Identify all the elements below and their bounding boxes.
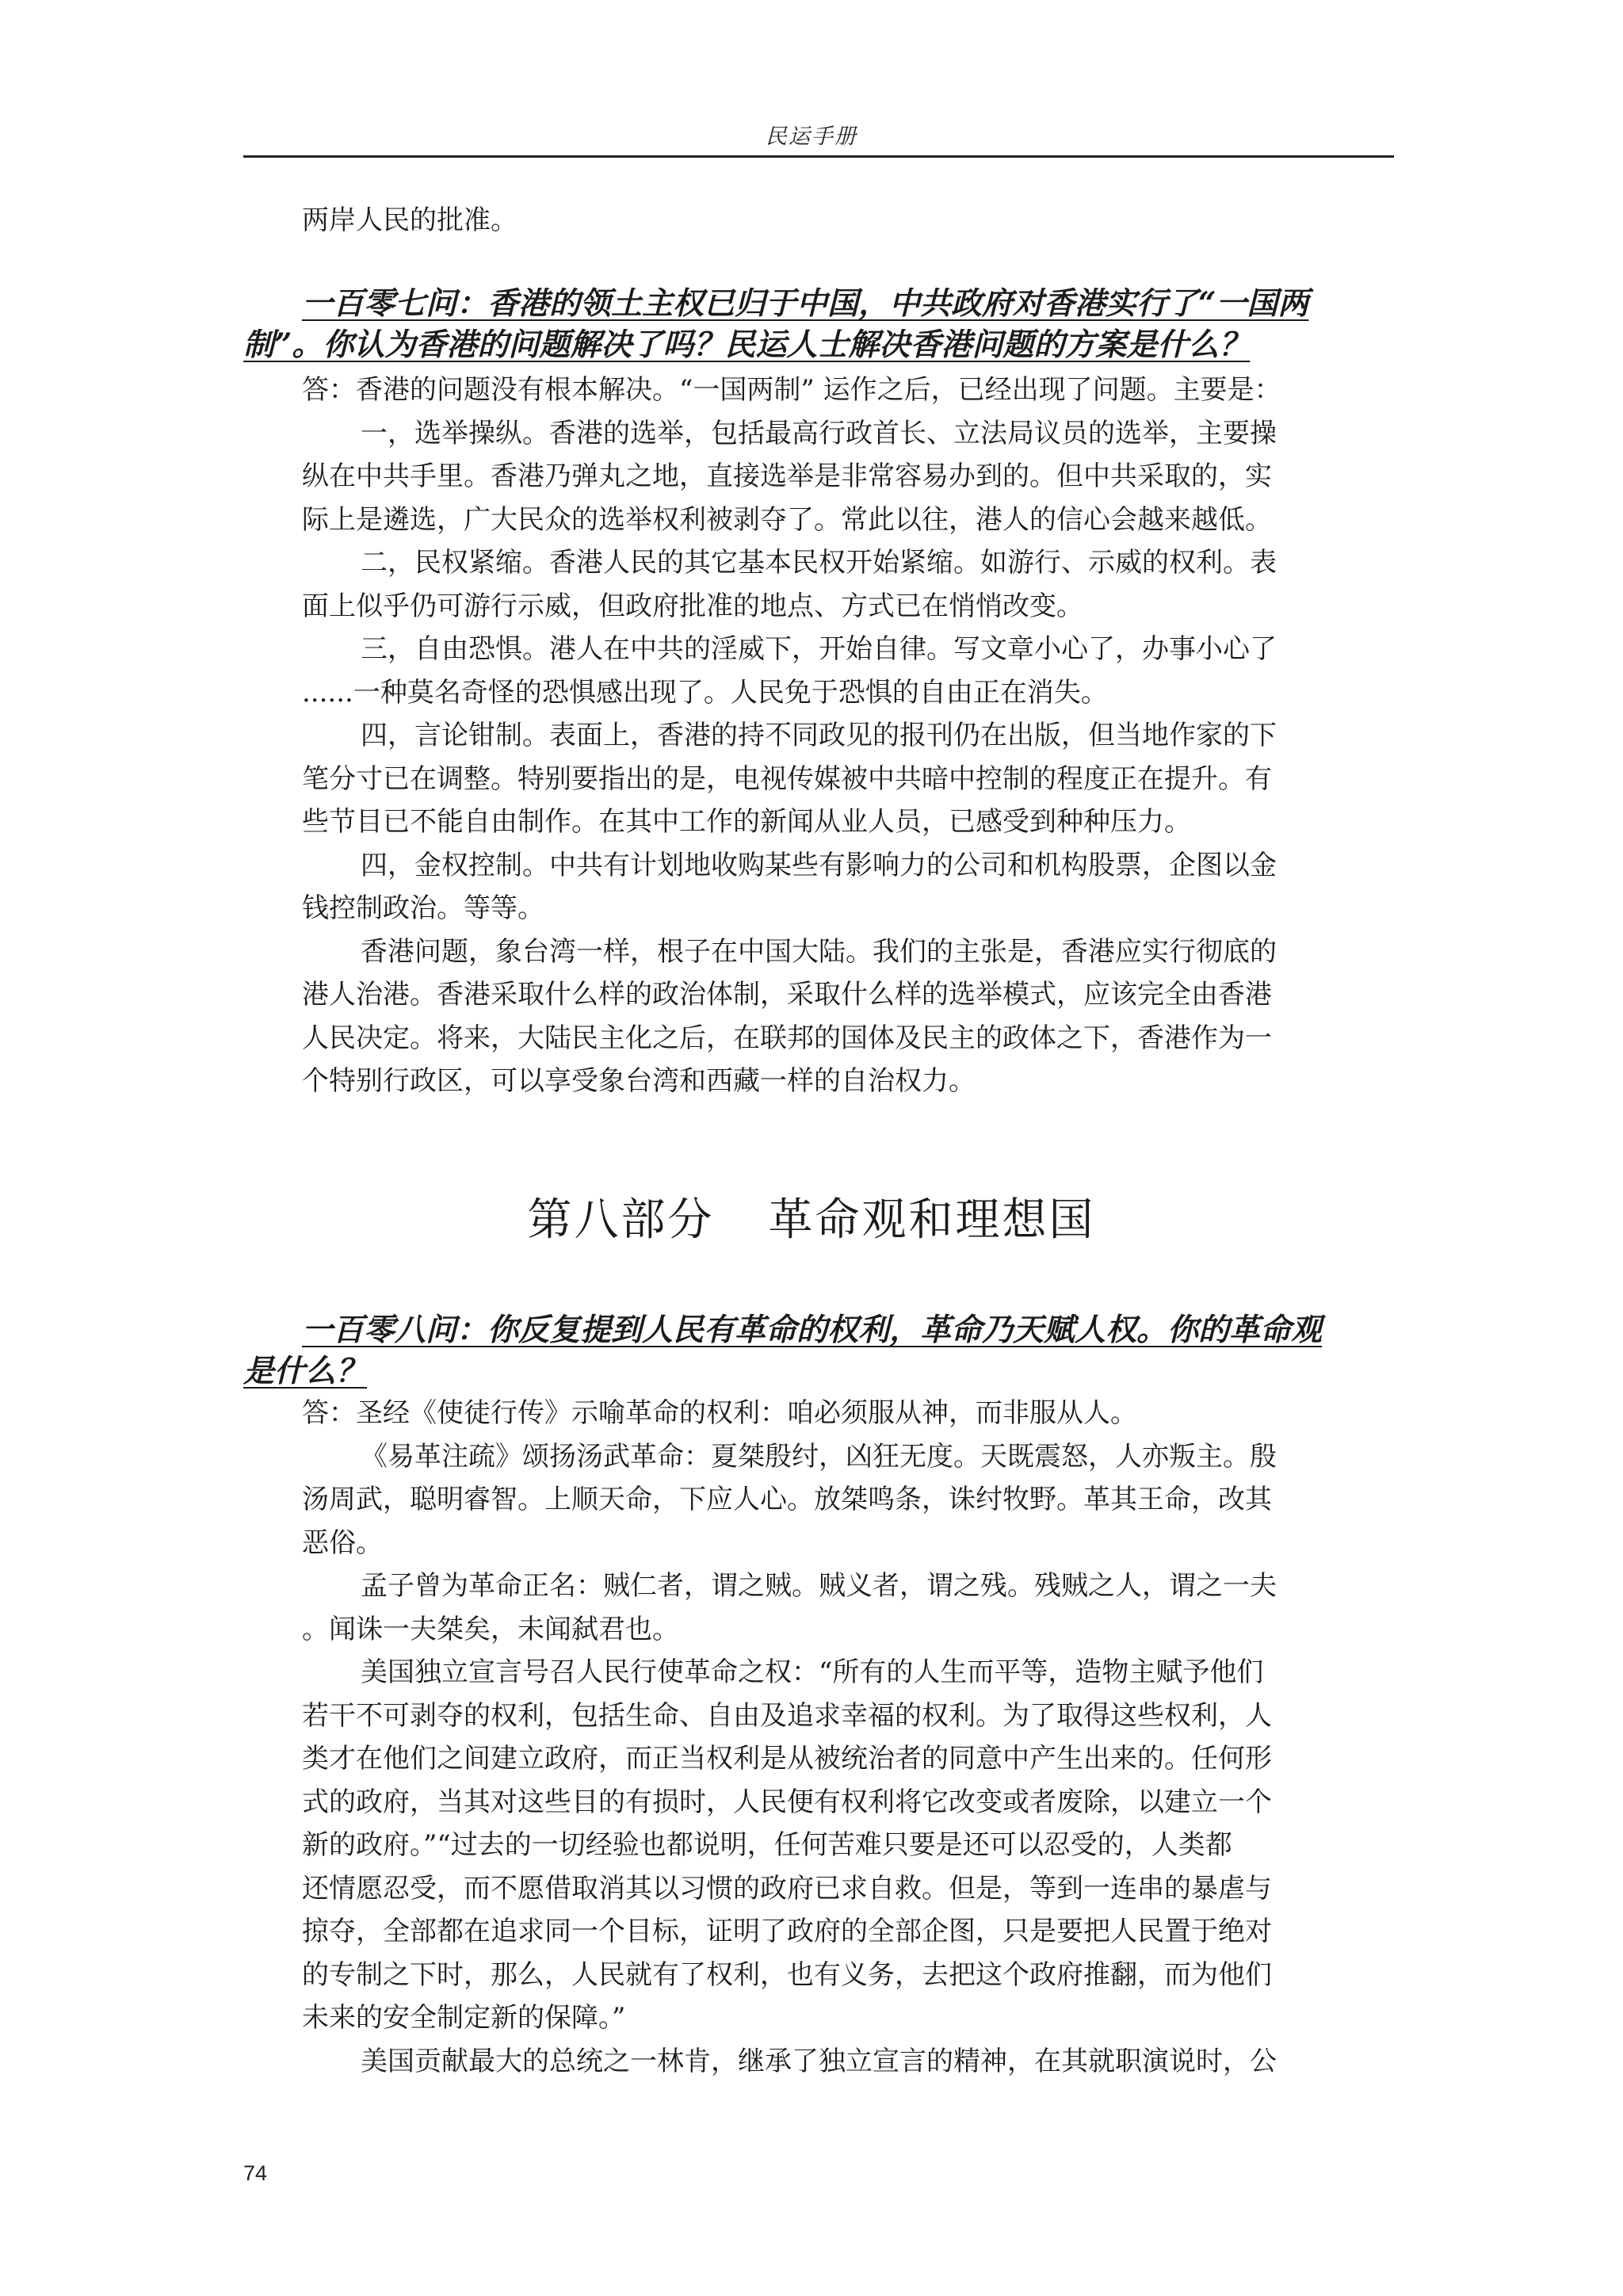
question-line: 是什么？ (243, 1353, 368, 1389)
continuation-text (302, 199, 1356, 243)
answer-line: 答：香港的问题没有根本解决。“一国两制” 运作之后，已经出现了问题。主要是： (302, 374, 1281, 406)
section-title (0, 1185, 1623, 1248)
answer-line: 新的政府。”“过去的一切经验也都说明，任何苦难只要是还可以忍受的，人类都 (302, 1829, 1232, 1861)
answer-line: 答：圣经《使徒行传》示喻革命的权利：咱必须服从神，而非服从人。 (302, 1397, 1137, 1429)
answer-line: 。闻诛一夫桀矣，未闻弑君也。 (302, 1613, 679, 1645)
answer-line: 还情愿忍受，而不愿借取消其以习惯的政府已求自救。但是，等到一连串的暴虐与 (302, 1872, 1272, 1904)
answer-line: 四，金权控制。中共有计划地收购某些有影响力的公司和机构股票，企图以金 (361, 849, 1277, 881)
page-number: 74 (243, 2161, 268, 2185)
answer-line: 钱控制政治。等等。 (302, 892, 544, 924)
answer-line: 类才在他们之间建立政府，而正当权利是从被统治者的同意中产生出来的。任何形 (302, 1743, 1272, 1775)
answer-line: 面上似乎仍可游行示威，但政府批准的地点、方式已在悄悄改变。 (302, 590, 1083, 622)
answer-line: 《易革注疏》颂扬汤武革命：夏桀殷纣，凶狂无度。天既震怒，人亦叛主。殷 (361, 1440, 1277, 1473)
answer-line: 未来的安全制定新的保障。” (302, 2002, 626, 2034)
answer-line: 些节目已不能自由制作。在其中工作的新闻从业人员，已感受到种种压力。 (302, 806, 1191, 838)
answer-line: 纵在中共手里。香港乃弹丸之地，直接选举是非常容易办到的。但中共采取的，实 (302, 460, 1272, 492)
section-name: 革命观和理想国 (768, 1194, 1096, 1246)
question-line: 一百零八问：你反复提到人民有革命的权利，革命乃天赋人权。你的革命观 (302, 1312, 1323, 1348)
answer-line: 汤周武，聪明睿智。上顺天命，下应人心。放桀鸣条，诛纣牧野。革其王命，改其 (302, 1484, 1272, 1515)
question-line: 制”。你认为香港的问题解决了吗？民运人士解决香港问题的方案是什么？ (243, 327, 1251, 363)
answer-108 (302, 1392, 1356, 2083)
answer-line: 人民决定。将来，大陆民主化之后，在联邦的国体及民主的政体之下，香港作为一 (302, 1022, 1272, 1054)
section-part-label: 第八部分 (527, 1194, 715, 1246)
answer-line: 若干不可剥夺的权利，包括生命、自由及追求幸福的权利。为了取得这些权利，人 (302, 1699, 1272, 1732)
answer-line: ......一种莫名奇怪的恐惧感出现了。人民免于恐惧的自由正在消失。 (302, 676, 1108, 709)
answer-line: 恶俗。 (302, 1526, 383, 1559)
question-108 (243, 1309, 1392, 1392)
answer-line: 孟子曾为革命正名：贼仁者，谓之贼。贼义者，谓之残。残贼之人，谓之一夫 (361, 1570, 1277, 1602)
header-divider (243, 155, 1394, 158)
answer-line: 掠夺，全部都在追求同一个目标，证明了政府的全部企图，只是要把人民置于绝对 (302, 1916, 1272, 1947)
answer-line: 美国独立宣言号召人民行使革命之权：“所有的人生而平等，造物主赋予他们 (361, 1656, 1264, 1688)
paragraph-line: 两岸人民的批准。 (302, 204, 517, 236)
running-header: 民运手册 (766, 124, 857, 149)
answer-line: 四，言论钳制。表面上，香港的持不同政见的报刊仍在出版，但当地作家的下 (361, 720, 1277, 751)
answer-line: 的专制之下时，那么，人民就有了权利，也有义务，去把这个政府推翻，而为他们 (302, 1958, 1272, 1991)
answer-line: 美国贡献最大的总统之一林肯，继承了独立宣言的精神，在其就职演说时，公 (361, 2045, 1277, 2077)
answer-line: 式的政府，当其对这些目的有损时，人民便有权利将它改变或者废除，以建立一个 (302, 1786, 1272, 1818)
answer-line: 二，民权紧缩。香港人民的其它基本民权开始紧缩。如游行、示威的权利。表 (361, 547, 1277, 579)
answer-line: 港人治港。香港采取什么样的政治体制，采取什么样的选举模式，应该完全由香港 (302, 979, 1272, 1010)
answer-line: 笔分寸已在调整。特别要指出的是，电视传媒被中共暗中控制的程度正在提升。有 (302, 762, 1272, 795)
question-107 (243, 283, 1392, 365)
answer-line: 个特别行政区，可以享受象台湾和西藏一样的自治权力。 (302, 1065, 976, 1097)
answer-107 (302, 369, 1356, 1103)
question-line: 一百零七问：香港的领土主权已归于中国，中共政府对香港实行了“一国两 (302, 285, 1309, 322)
answer-line: 际上是遴选，广大民众的选举权利被剥夺了。常此以往，港人的信心会越来越低。 (302, 503, 1272, 536)
answer-line: 香港问题，象台湾一样，根子在中国大陆。我们的主张是，香港应实行彻底的 (361, 935, 1277, 968)
answer-line: 三，自由恐惧。港人在中共的淫威下，开始自律。写文章小心了，办事小心了 (361, 633, 1277, 665)
answer-line: 一，选举操纵。香港的选举，包括最高行政首长、立法局议员的选举，主要操 (361, 417, 1277, 449)
